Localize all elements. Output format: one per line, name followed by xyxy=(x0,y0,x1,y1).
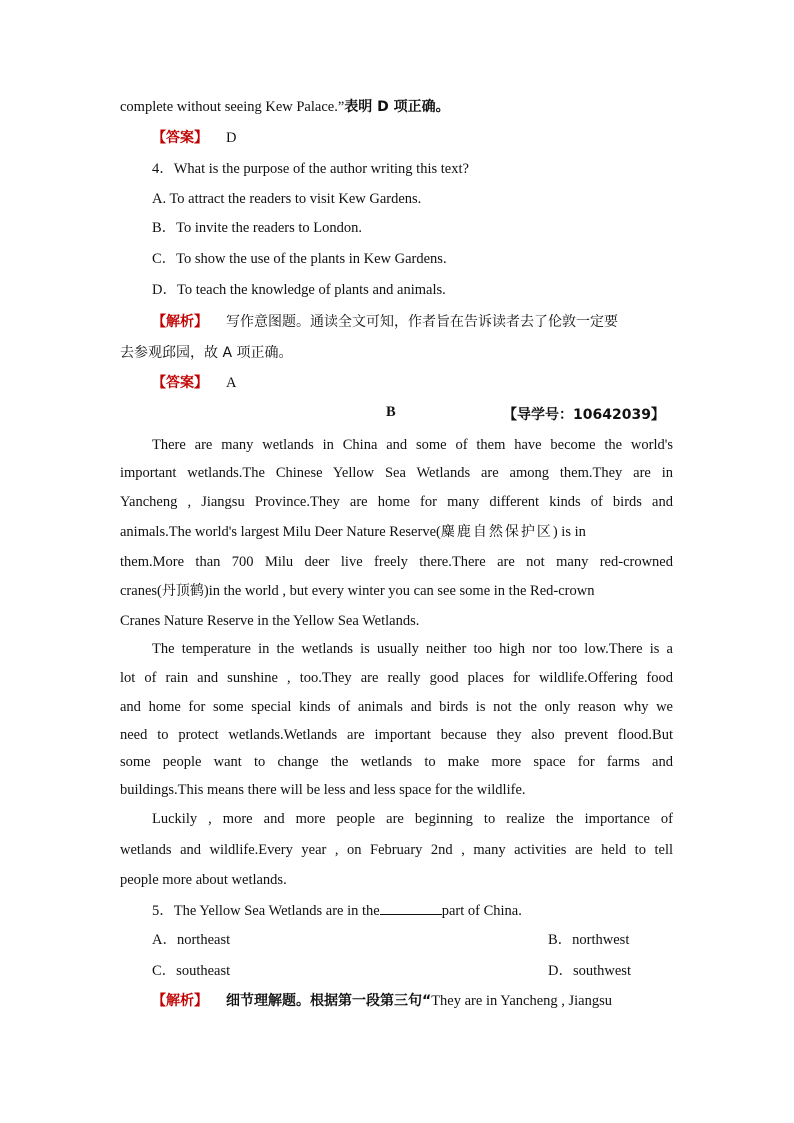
passage-line: them.More than 700 Milu deer live freely there.There are not many red-crowned xyxy=(120,554,673,570)
passage-line xyxy=(120,581,673,601)
analysis-tag: 【解析】 xyxy=(152,993,208,1009)
q4-answer xyxy=(152,373,673,393)
passage-text: )in the world , but every winter you can see some in the Red-crown xyxy=(203,583,595,599)
cn-term: 麋鹿自然保护区 xyxy=(440,524,553,540)
passage-line: some people want to change the wetlands to make more space for farms and xyxy=(120,754,673,770)
q5-analysis xyxy=(152,991,673,1011)
q5-option-a: A．northeast xyxy=(152,932,231,948)
passage-line: Cranes Nature Reserve in the Yellow Sea Wetlands. xyxy=(120,613,420,629)
q5-stem-pre: 5．The Yellow Sea Wetlands are in the xyxy=(152,903,380,919)
q5-stem xyxy=(152,900,673,921)
passage-line: The temperature in the wetlands is usually neither too high nor too low.There is a xyxy=(152,641,673,657)
passage-line: and home for some special kinds of animals and birds is not the only reason why we xyxy=(120,699,673,715)
passage-line: people more about wetlands. xyxy=(120,872,287,888)
q4-analysis-line1: 写作意图题。通读全文可知，作者旨在告诉读者去了伦敦一定要 xyxy=(226,314,618,330)
answer-value: D xyxy=(226,130,237,146)
q4-analysis xyxy=(152,312,673,332)
passage-line xyxy=(120,522,673,542)
passage-line: need to protect wetlands.Wetlands are important because they also prevent flood.But xyxy=(120,727,673,743)
answer-tag: 【答案】 xyxy=(152,130,208,146)
q5-option-c: C．southeast xyxy=(152,963,231,979)
guide-number: 【导学号：10642039】 xyxy=(503,407,665,423)
section-label: B xyxy=(386,404,396,420)
q3-tail-en: complete without seeing Kew Palace.” xyxy=(120,99,345,115)
q5-option-b: B．northwest xyxy=(548,932,630,948)
passage-line: buildings.This means there will be less and less space for the wildlife. xyxy=(120,782,526,798)
q5-stem-post: part of China. xyxy=(441,903,522,919)
passage-line: wetlands and wildlife.Every year , on February 2nd , many activities are held to tell xyxy=(120,842,673,858)
answer-value: A xyxy=(226,375,237,391)
q4-analysis-line2 xyxy=(120,343,673,363)
q4-option-b: B．To invite the readers to London. xyxy=(152,220,362,236)
passage-line: important wetlands.The Chinese Yellow Sea Wetlands are among them.They are in xyxy=(120,465,673,481)
passage-line: Luckily , more and more people are beginning to realize the importance of xyxy=(152,811,673,827)
cn-term: 丹顶鹤 xyxy=(161,583,204,599)
q5-analysis-cn: 细节理解题。根据第一段第三句“ xyxy=(226,993,432,1009)
q4-stem: 4．What is the purpose of the author writing this text? xyxy=(152,161,469,177)
q3-tail-cn: 表明 D 项正确。 xyxy=(344,99,450,115)
q5-option-d: D．southwest xyxy=(548,963,631,979)
passage-line: There are many wetlands in China and some of them have become the world's xyxy=(152,437,673,453)
analysis-tag: 【解析】 xyxy=(152,314,208,330)
answer-blank xyxy=(380,900,442,915)
answer-tag: 【答案】 xyxy=(152,375,208,391)
passage-text: animals.The world's largest Milu Deer Nature Reserve( xyxy=(120,524,441,540)
q4-option-c: C．To show the use of the plants in Kew Gardens. xyxy=(152,251,447,267)
q4-option-a: A. To attract the readers to visit Kew Gardens. xyxy=(152,191,422,207)
passage-text: cranes( xyxy=(120,583,162,599)
q4-option-d: D．To teach the knowledge of plants and animals. xyxy=(152,282,446,298)
q3-explanation-tail xyxy=(120,97,673,117)
q5-analysis-en: They are in Yancheng , Jiangsu xyxy=(431,993,613,1009)
passage-line: Yancheng , Jiangsu Province.They are home for many different kinds of birds and xyxy=(120,494,673,510)
passage-line: lot of rain and sunshine , too.They are really good places for wildlife.Offering food xyxy=(120,670,673,686)
q5-options-row2 xyxy=(152,961,705,981)
q5-options-row1 xyxy=(152,930,705,950)
passage-text: ) is in xyxy=(552,524,586,540)
q4-analysis-line2-text: 去参观邱园，故 A 项正确。 xyxy=(120,345,293,361)
q3-answer xyxy=(152,128,673,148)
